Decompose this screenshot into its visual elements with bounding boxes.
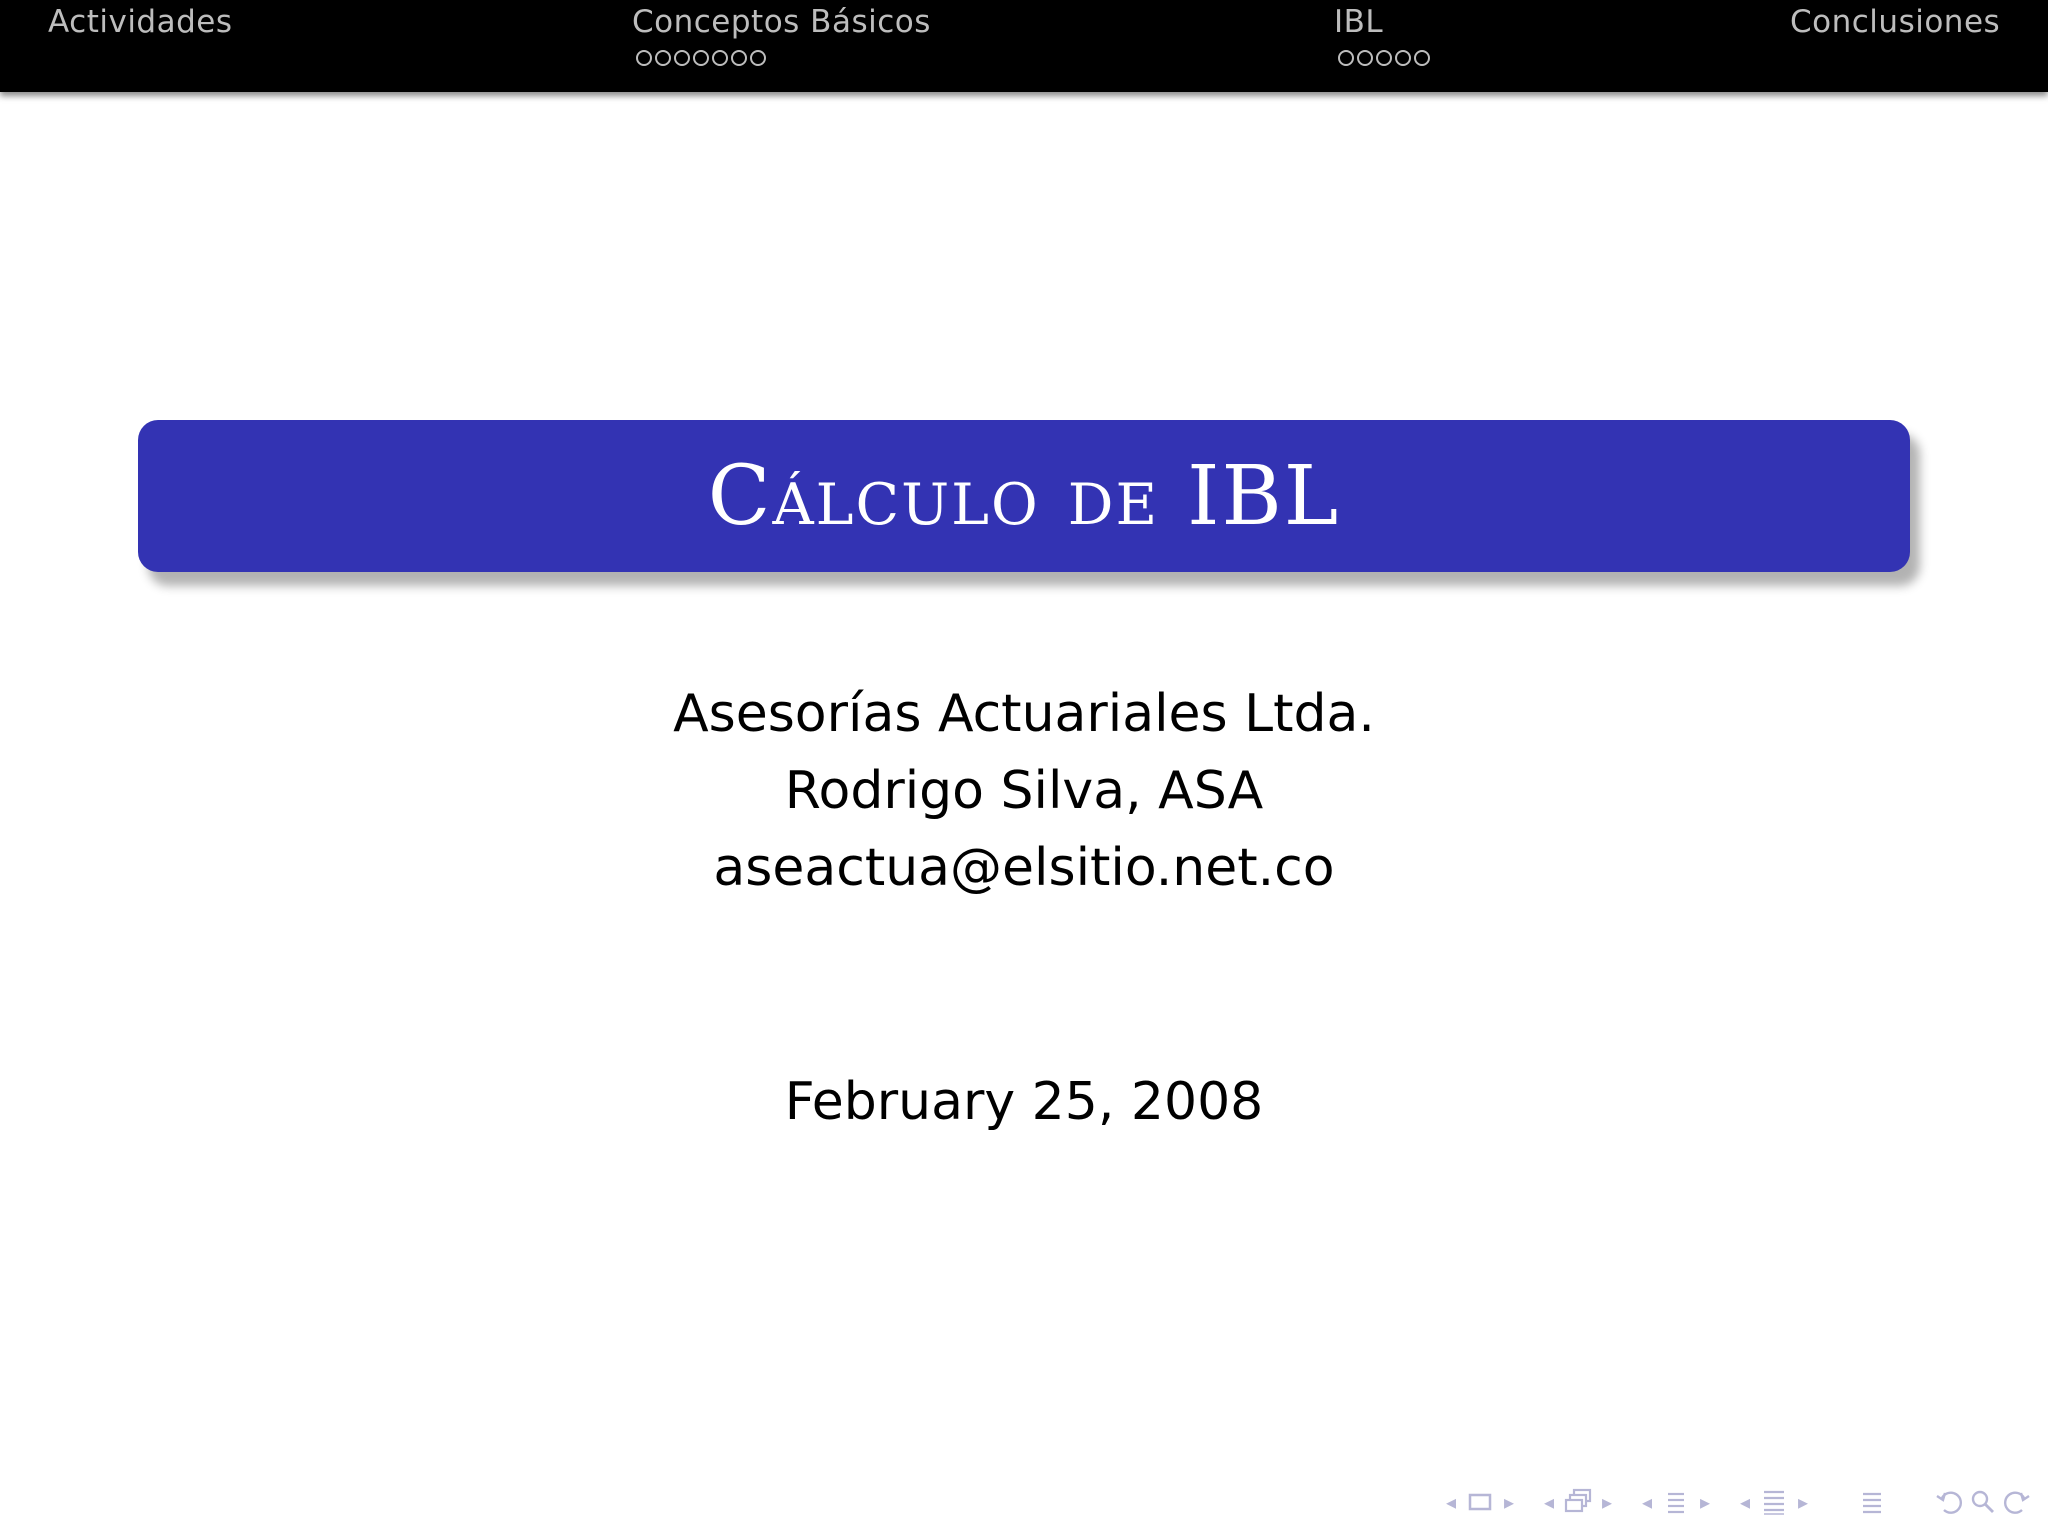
navigation-symbols — [1420, 1482, 2034, 1522]
nav-dots-ibl — [1338, 50, 1430, 66]
subsection-icon[interactable] — [1558, 1486, 1598, 1518]
frame-dot[interactable] — [674, 50, 690, 66]
section-icon[interactable] — [1656, 1486, 1696, 1518]
frame-dot[interactable] — [693, 50, 709, 66]
outline-nav — [1852, 1486, 1892, 1518]
frame-dot[interactable] — [731, 50, 747, 66]
frame-dot[interactable] — [712, 50, 728, 66]
presentation-date: February 25, 2008 — [784, 1072, 1264, 1132]
frame-dot[interactable] — [1338, 50, 1354, 66]
frame-dot[interactable] — [1357, 50, 1373, 66]
outline-icon[interactable] — [1852, 1486, 1892, 1518]
title-box — [138, 420, 1910, 572]
frame-dot[interactable] — [1376, 50, 1392, 66]
arrow-right-icon[interactable]: ▸ — [1601, 1490, 1613, 1514]
presentation-icon[interactable] — [1754, 1486, 1794, 1518]
search-nav — [1932, 1486, 2034, 1518]
arrow-left-icon[interactable]: ◂ — [1445, 1490, 1457, 1514]
frame-dot[interactable] — [636, 50, 652, 66]
arrow-left-icon[interactable]: ◂ — [1641, 1490, 1653, 1514]
presentation-title: Cálculo de IBL — [707, 448, 1341, 544]
nav-dots-conceptos-basicos — [636, 50, 766, 66]
nav-section-actividades[interactable]: Actividades — [48, 4, 233, 40]
frame-dot[interactable] — [655, 50, 671, 66]
frame-nav — [1442, 1486, 1518, 1518]
institute: Asesorías Actuariales Ltda. — [673, 684, 1375, 744]
section-navigation-bar — [0, 0, 2048, 92]
frame-dot[interactable] — [750, 50, 766, 66]
presentation-nav — [1736, 1486, 1812, 1518]
author-name: Rodrigo Silva, ASA — [784, 761, 1264, 821]
arrow-right-icon[interactable]: ▸ — [1699, 1490, 1711, 1514]
nav-section-conclusiones[interactable]: Conclusiones — [1790, 4, 2001, 40]
frame-dot[interactable] — [1414, 50, 1430, 66]
subsection-nav — [1540, 1486, 1616, 1518]
search-icon[interactable] — [1966, 1486, 2000, 1518]
forward-icon[interactable] — [2000, 1486, 2034, 1518]
back-icon[interactable] — [1932, 1486, 1966, 1518]
frame-icon[interactable] — [1460, 1486, 1500, 1518]
nav-section-conceptos-basicos[interactable]: Conceptos Básicos — [632, 4, 931, 40]
arrow-left-icon[interactable]: ◂ — [1739, 1490, 1751, 1514]
frame-dot[interactable] — [1395, 50, 1411, 66]
author-block — [0, 676, 2048, 907]
arrow-right-icon[interactable]: ▸ — [1797, 1490, 1809, 1514]
nav-section-ibl[interactable]: IBL — [1334, 4, 1384, 40]
arrow-left-icon[interactable]: ◂ — [1543, 1490, 1555, 1514]
author-email: aseactua@elsitio.net.co — [713, 838, 1335, 898]
arrow-right-icon[interactable]: ▸ — [1503, 1490, 1515, 1514]
section-nav — [1638, 1486, 1714, 1518]
